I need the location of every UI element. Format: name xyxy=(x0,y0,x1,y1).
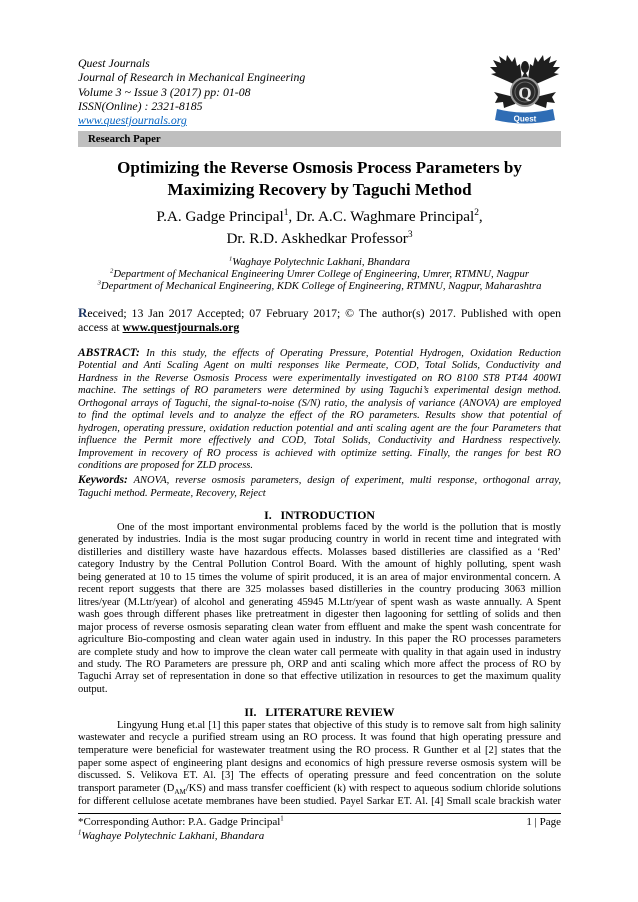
abstract-line: Orthogonal arrays of Taguchi, the signal-to-noise (S/N) ratio, the analysis of variance (ANOVA) are employed xyxy=(78,397,561,409)
literature-line: for different cellulose acetate membranes have been studied. Payel Sarkar ET. Al. [4] Small scale brackish water xyxy=(78,795,561,807)
journal-title: Journal of Research in Mechanical Engineering xyxy=(78,70,306,85)
abstract-line: Improvement in recovery of RO process is achieved with optimize setting. Finally, the ranges for best RO xyxy=(78,447,561,459)
introduction-line: Taguchi Array set of representation in done so that effective utilization in resources to get the maximum quality xyxy=(78,671,561,683)
introduction-body xyxy=(78,522,561,696)
introduction-line: category Industry by the Central Pollution Control Board. With the amount of highly polluting, spent wash xyxy=(78,559,561,571)
affiliation-text: Department of Mechanical Engineering Umrer College of Engineering, Umrer, RTMNU, Nagpur xyxy=(113,268,529,280)
affiliation-mark: 3 xyxy=(97,279,101,287)
abstract-line xyxy=(78,347,561,361)
introduction-line: One of the most important environmental problems faced by the world is the pollution that is mostly xyxy=(117,522,561,533)
paper-title xyxy=(78,157,561,200)
introduction-line: output. xyxy=(78,683,108,695)
footer-rule xyxy=(78,813,561,814)
logo-banner-text: Quest xyxy=(513,114,537,124)
abstract-line: machine. The settings of RO parameters were determined by using Taguchi’s experimental design method. xyxy=(78,385,561,397)
journal-website-link[interactable]: www.questjournals.org xyxy=(78,113,187,128)
abstract-line: Potential and Anti Scaling Agent on multi responses like Permeate, COD, Total Solids, Conductivity and xyxy=(78,360,561,372)
affiliation-list xyxy=(78,256,561,292)
introduction-line: agriculture Bio-composting and clean water again used in industry. In this paper the RO processes parameters xyxy=(78,634,561,646)
footer-affiliation-text: Waghaye Polytechnic Lakhani, Bhandara xyxy=(81,830,265,842)
logo-letter: Q xyxy=(518,83,532,103)
literature-line: temperature were beneficial for wastewater treatment using the RO process. R Gunther et al [2] states that the xyxy=(78,744,561,756)
subscript-text: AM xyxy=(174,788,186,797)
introduction-line: recent report suggests that there are 325 molasses based distilleries in the country producing 3063 million xyxy=(78,584,561,596)
keywords-line xyxy=(78,474,561,488)
abstract-line: to find the optimal levels and to analyze the effect of the RO parameters. Results show that potential of xyxy=(78,410,561,422)
abstract-body xyxy=(78,360,561,473)
abstract-line: hydrogen, operating pressure, oxidation reduction potential and anti scaling agent are the four Parameters that xyxy=(78,422,561,434)
abstract xyxy=(78,347,561,501)
section-heading-literature-review: II. LITERATURE REVIEW xyxy=(244,705,395,719)
affiliation xyxy=(78,268,561,280)
received-initial: R xyxy=(78,305,88,320)
author-mark: 2 xyxy=(474,207,479,218)
introduction-line: and study. The RO Parameters are pressure ph, ORP and anti scaling which more affect the process of RO by xyxy=(78,658,561,670)
affiliation xyxy=(78,280,561,292)
keywords-body xyxy=(78,488,561,501)
received-line xyxy=(78,320,561,334)
section-heading-introduction: I. INTRODUCTION xyxy=(264,508,375,522)
abstract-line: influence the Permit more effectively and COD, Total Solids, Conductivity and Hardness respectively. xyxy=(78,435,561,447)
introduction-line: being generated at 10 to 15 times the volume of spirit produced, it is an area of major environmental concern. A xyxy=(78,571,561,583)
author-line xyxy=(78,206,561,228)
abstract-line: Hardness in the Reverse Osmosis Process were experimentally investigated on RO 8100 ST8 PT44 400WI xyxy=(78,372,561,384)
corresponding-mark: 1 xyxy=(280,815,284,823)
introduction-line: distilleries and distillery waste have hazardous effects. Molasses based distilleries are classified as a ‘Red’ xyxy=(78,546,561,558)
introduction-line: are complete study and how to improve the clean water call permeate with quality in that again used in industry xyxy=(78,646,561,658)
literature-line: Lingyung Hung et.al [1] this paper states that objective of this study is to remove salt from high salinity xyxy=(117,719,561,731)
received-line xyxy=(78,306,561,320)
keywords-line: Taguchi method. Permeate, Recovery, Reject xyxy=(78,488,266,500)
abstract-text: In this study, the effects of Operating Pressure, Potential Hydrogen, Oxidation Reduction xyxy=(146,347,562,359)
journal-issn: ISSN(Online) : 2321-8185 xyxy=(78,98,203,113)
introduction-line: generated by industries. India is the most sugar producing country in world in recent time and integrated with xyxy=(78,534,561,546)
author-line xyxy=(78,228,561,250)
journal-name: Quest Journals xyxy=(78,56,150,70)
literature-line: paper some aspect of engineering plant designs and economics of high pressure reverse osmosis system will be xyxy=(78,757,561,769)
footer-affiliation-mark: 1 xyxy=(78,829,82,837)
received-prefix: access at xyxy=(78,320,120,334)
author-separator: , xyxy=(478,208,483,225)
received-notice xyxy=(78,306,561,334)
line-fragment: transport parameter (D xyxy=(78,783,175,795)
title-line: Optimizing the Reverse Osmosis Process Parameters by xyxy=(117,158,522,177)
corresponding-author-text: *Corresponding Author: P.A. Gadge Principal xyxy=(78,816,281,828)
author-name: Dr. R.D. Askhedkar Professor xyxy=(226,230,408,247)
literature-line: discussed. S. Velikova ET. Al. [3] The effects of operating pressure and feed concentration on the solute xyxy=(78,770,561,782)
introduction-line: major process of reverse osmosis separating clean water from effluent and make the spent wash concentrate for xyxy=(78,621,561,633)
author-name: Dr. A.C. Waghmare Principal xyxy=(296,208,475,225)
author-list xyxy=(78,206,561,250)
footer-main xyxy=(78,816,561,829)
page-number: 1 | Page xyxy=(526,816,561,828)
corresponding-author xyxy=(78,816,284,829)
received-website-link[interactable]: www.questjournals.org xyxy=(122,320,240,334)
keywords-text: ANOVA, reverse osmosis parameters, design of experiment, multi response, orthogonal array, xyxy=(133,475,562,487)
affiliation-text: Waghaye Polytechnic Lakhani, Bhandara xyxy=(232,256,410,268)
abstract-label: ABSTRACT: xyxy=(78,346,140,359)
title-line: Maximizing Recovery by Taguchi Method xyxy=(167,179,472,199)
affiliation xyxy=(78,256,561,268)
introduction-line: wash goes through different phases like pretreatment in digester then lagooning for settling of solids and then xyxy=(78,609,561,621)
author-mark: 3 xyxy=(407,229,413,240)
received-text: eceived; 13 Jan 2017 Accepted; 07 February 2017; © The author(s) 2017. Published with open xyxy=(87,306,561,320)
paper-type-bar: Research Paper xyxy=(78,131,561,147)
affiliation-text: Department of Mechanical Engineering, KDK College of Engineering, RTMNU, Nagpur, Maharashtra xyxy=(100,280,542,292)
introduction-line: litres/year (M.Ltr/year) of alcohol and generating 45945 M.Ltr/year of spent wash as waste annually. A Spent xyxy=(78,596,561,608)
journal-volume: Volume 3 ~ Issue 3 (2017) pp: 01-08 xyxy=(78,84,251,99)
line-fragment: /KS) and mass transfer coefficient (k) with respect to aqueous sodium chloride solutions xyxy=(185,783,561,795)
literature-line: wastewater and recycle a purified stream using an RO process. It was found that high operating pressure and xyxy=(78,732,561,744)
literature-body xyxy=(78,720,561,809)
literature-line xyxy=(78,783,561,796)
abstract-line: conditions are proposed for ZLD process. xyxy=(78,460,254,472)
author-name: P.A. Gadge Principal xyxy=(156,208,284,225)
footer-affiliation xyxy=(78,830,561,843)
affiliation-mark: 1 xyxy=(228,255,233,263)
author-separator: , xyxy=(288,208,293,225)
affiliation-mark: 2 xyxy=(110,267,114,275)
keywords-label: Keywords: xyxy=(78,474,128,487)
author-mark: 1 xyxy=(283,207,289,218)
journal-logo xyxy=(488,54,562,126)
